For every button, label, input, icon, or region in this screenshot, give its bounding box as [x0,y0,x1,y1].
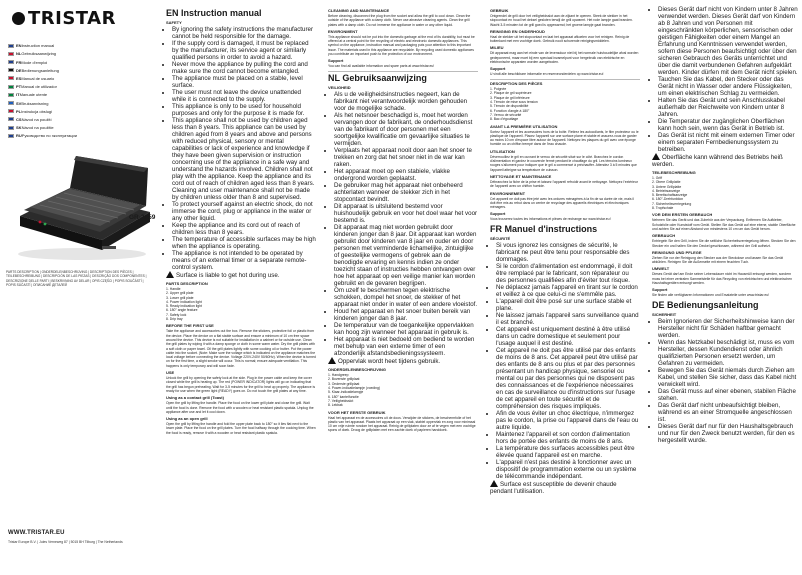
fr-parts-list [490,87,640,121]
flag-icon [8,117,14,121]
language-item [8,83,88,90]
part-item: 7. Sicherheitsverriegelung [652,201,692,206]
safety-item: • This appliance is only to be used for household purposes and only for the purpose it is made for. [172,103,316,117]
language-code: IT [16,92,20,98]
de-support-heading: Support [652,287,668,293]
en-open-text: Open the grill by lifting the handle and fold the upper plate back to 180° so it lies flat next to the lower plate. Place the food on the grill plates. Turn the food halfway through the cooking time. When the food is ready, remove it with a wooden or heat resistant plastic spatula. [166,422,316,435]
de-before-heading: VOR DEM ERSTEN GEBRAUCH [652,212,713,218]
website[interactable]: WWW.TRISTAR.EU [8,530,65,536]
safety-item: • The appliance is not intended to be operated by means of an external timer or a separate remote-control system. [172,250,316,271]
nl-title [328,73,478,83]
fr-support-text: Vous trouverez toutes les informations et pièces de rechange sur www.tristar.eu ! [490,217,612,222]
en-before-text: Take the appliance and accessories out the box. Remove the stickers, protective foil or plastic from the device. Place the device on a flat stable surface and ensure a minimum of 10 cm free space around the device. This device is not suitable for installation in a cabinet or for outside use. Clean the grill plates by wiping it with a damp sponge or cloth in some warm water. Dry the grill plates with a soft cloth or paper towel. Oil the grill plates lightly with some cooking oil or butter. Put the power cable into the socket. (Note: Make sure the voltage which is indicated on the appliance matches the local voltage before connecting the device. Voltage 220V-240V 50/60Hz). When the device is turned on for the first time, a slight smoke will occur. This is normal; ensure adequate ventilation. This happens is only temporary and will soon fade. [166,329,316,368]
part-item: 6. 180° angle feature [166,308,198,313]
safety-item: • Houd het apparaat en het snoer buiten bereik van kinderen jonger dan 8 jaar. [334,308,478,322]
language-label: Instrukcja obslugi [21,108,53,114]
fr-hot-surface-text: Surface est susceptible de devenir chaude pendant l'utilisation. [490,480,617,495]
de-safety-heading: SICHERHEIT [652,311,677,317]
fr-hot-surface [490,480,640,495]
hot-surface-icon [652,153,660,160]
language-label: Bedienungsanleitung [21,67,59,73]
language-code: SV [16,100,22,106]
part-item: 5. Ready indication light [166,304,203,309]
safety-item: • Ne laissez jamais l'appareil sans surveillance quand il est branché. [496,312,640,326]
safety-item: • To protect yourself against an electric shock, do not immerse the cord, plug or appliance in the water or any other liquid. [172,201,316,222]
fr-cleaning-heading: NETTOYAGE ET MAINTENANCE [490,173,552,179]
en-contact-text: Open the grill by lifting the handle. Place the food on the lower grill plate and close the grill. Wait until the food is done. Remove the food with a wooden or heat resistant plastic spatula. Unplug the appliance after use and let it cool down. [166,401,314,414]
language-code: PL [16,108,22,114]
hot-surface-icon [166,271,174,278]
safety-item: • La température des surfaces accessibles peut être élevée quand l'appareil est en marche. [496,445,640,459]
safety-item: • The user must not leave the device unattended while it is connected to the supply. [172,89,316,103]
part-item: 1. Handle [166,287,181,291]
fr-safety-list [490,242,640,480]
safety-item: • Halten Sie das Gerät und sein Anschlusskabel außerhalb der Reichweite von Kindern unter 8 Jahren. [658,97,798,118]
divider [328,71,478,72]
language-code: ES [16,75,22,81]
language-label: Bruksanvisning [21,100,49,106]
de-env-text: Dieses Gerät darf am Ende seiner Lebensdauer nicht im Hausmüll entsorgt werden, sondern muss bei einer zentralen Sammelstelle für das Recycling von elektrischen und elektronischen Haushaltsgeräten entsorgt werden. [652,272,793,286]
language-label: Manuale utente [19,92,48,98]
part-item: 1. Poignée [490,87,507,92]
safety-item: • By ignoring the safety instructions the manufacturer cannot be held responsible for the damage. [172,26,316,40]
safety-item: • De gebruiker mag het apparaat niet onbeheerd achterlaten wanneer de stekker zich in het stopcontact bevindt. [334,182,478,203]
safety-item: • The temperature of accessible surfaces may be high when the appliance is operating. [172,236,316,250]
de-cleaning-heading: REINIGUNG UND PFLEGE [652,249,702,255]
de-cleaning-text: Ziehen Sie vor der Reinigung den Stecker aus der Steckdose und lassen Sie das Gerät abkühlen. Reinigen Sie die Außenseite mit einem feuchten Tuch. [652,255,783,265]
part-item: 2. Upper grill plate [166,291,194,296]
hot-surface-icon [328,357,336,364]
safety-item: • Het apparaat is niet bedoeld om bediend te worden met behulp van een externe timer of een afzonderlijk afstandsbedieningssysteem. [334,336,478,357]
en-title-text: Instruction manual [181,8,262,18]
en-open-heading: Using as an open grill [166,416,208,422]
language-label: Návod na použitie [21,125,54,131]
language-item [8,58,88,65]
part-item: 4. Témoin de mise sous tension [490,100,538,105]
language-item [8,91,88,98]
safety-item: • Tauchen Sie das Kabel, den Stecker oder das Gerät nicht in Wasser oder andere Flüssigkeiten, um einen elektrischen Schlag zu vermeiden. [658,76,798,97]
safety-item: • Afin de vous éviter un choc électrique, n'immergez pas le cordon, la prise ou l'appareil dans de l'eau ou autre liquide. [496,410,640,431]
language-code: PT [16,84,22,90]
en-parts-list [166,287,316,321]
fr-before-heading: AVANT LA PREMIÈRE UTILISATION [490,123,558,129]
part-item: 6. Fonction d'angle à 180° [490,108,530,113]
language-label: Instruction manual [21,43,55,49]
fr-use-heading: UTILISATION [490,148,515,154]
nl-env-text: Dit apparaat mag aan het einde van de levensduur niet bij het normale huishoudelijke afval worden gedeponeerd, maar moet bij een speciaal inzamelpunt voor hergebruik van elektrische en elektronische apparaten worden aangeboden. [490,51,639,65]
company-address: Tristar Europe B.V. | Jules Verneweg 87 | 5015 BH Tilburg | The Netherlands [8,540,123,544]
fr-safety-heading: SÉCURITÉ [490,235,511,241]
safety-item: • Beim Ignorieren der Sicherheitshinweise kann der Hersteller nicht für Schäden haftbar gemacht werden. [658,318,798,339]
nl-support-text: U vindt alle beschikbare informatie en reserveonderdelen op www.tristar.eu! [490,72,604,77]
language-code: CS [16,116,22,122]
en-support-text: You can find all available information and spare parts at www.tristar.eu! [328,64,435,69]
fr-support-heading: Support [490,211,506,217]
part-item: 7. Safety lock [166,312,187,317]
de-hot-surface-text: Oberfläche kann während des Betriebs heiß werden. [652,154,783,168]
part-item: 8. Drip tray [166,317,183,322]
fr-cleaning-text: Débranchez la fiche de la prise et laissez l'appareil refroidir avant le nettoyage. Nettoyez l'extérieur de l'appareil avec un chiffon humide. [490,179,638,189]
part-item: 4. Power-indicatielampje (voeding) [328,386,381,391]
de-column [646,0,802,575]
part-item: 6. 180°-Drehfunktion [652,197,684,202]
en-use-text: Unlock the grill by opening the safety lock at the side. Plug in the power cable and keep the cover closed while the grill is heating up. The red (POWER INDICATOR) lights will go on indicating that the grill has begun preheating. Wait for 3-5 minutes for the grill to heat up properly. The appliance is ready for use when the green light (READY) goes on. Do not touch the grill plates at any time. [166,376,316,393]
de-parts-list [652,176,798,210]
de-support-text: Sie finden alle verfügbaren Informationen und Ersatzteile unter www.tristar.eu! [652,293,770,298]
nl-cleaning-heading: REINIGING EN ONDERHOUD [490,28,545,34]
safety-item: • Das Gerät darf nicht unbeaufsichtigt bleiben, während es an einer Stromquelle angeschlossen ist. [658,402,798,423]
language-label: Manual de usuario [21,75,55,81]
part-item: 5. Bereitschaftsanzeige [652,193,688,198]
brand-name: TRISTAR [28,8,116,29]
nl-title-text: Gebruiksaanwijzing [342,73,427,84]
language-code: DE [16,67,22,73]
safety-item: • The appliance must be placed on a stable, level surface. [172,75,316,89]
en-support-heading: Support [328,58,344,64]
safety-item: • Das Gerät muss auf einer ebenen, stabilen Fläche stehen. [658,388,798,402]
safety-item: • Dieses Gerät darf nicht von Kindern unter 8 Jahren verwendet werden. Dieses Gerät darf von Kindern ab 8 Jahren und von Personen mit eingeschränkten körperlichen, sensorischen oder geistigen Fähigkeiten oder einem Mangel an Erfahrung und Kenntnissen verwendet werden, sofern diese Personen beaufsichtigt oder über den sicheren Gebrauch des Geräts unterrichtet und über die damit verbundenen Gefahren aufgeklärt werden. Kinder dürfen mit dem Gerät nicht spielen. [658,6,798,76]
flag-icon [8,101,14,105]
language-code: RU [16,133,22,139]
flag-icon [8,85,14,89]
de-code: DE [652,299,665,310]
nl-cleaning-text: Haal de stekker uit het stopcontact en laat het apparaat afkoelen voor het reinigen. Reinig de buitenkant met een vochtige doek. Gebruik nooit schurende reinigingsmiddelen. [490,34,630,44]
safety-item: • Cet appareil ne doit pas être utilisé par des enfants de moins de 8 ans. Cet appareil peut être utilisé par des enfants de 8 ans ou plus et par des personnes présentant un handicap physique, sensoriel ou mental ou par des personnes qui ne disposent pas des connaissances et de l'expérience nécessaires en cas de surveillance ou d'instructions sur l'usage de cet appareil en toute sécurité et de compréhension des risques impliqués. [496,347,640,410]
safety-item: • Het apparaat moet op een stabiele, vlakke ondergrond worden geplaatst. [334,168,478,182]
part-item: 5. Klaar-indicatielampje [328,390,364,395]
part-item: 8. Bac d'égouttage [490,117,519,122]
part-item: 2. Plaque de gril supérieure [490,91,532,96]
safety-item: • If the supply cord is damaged, it must be replaced by the manufacturer, its service agent or similarly qualified persons in order to avoid a hazard. [172,40,316,61]
en-before-heading: BEFORE THE FIRST USE [166,323,214,329]
de-safety-continued [652,6,798,153]
en-hot-surface-text: Surface is liable to get hot during use. [176,272,280,279]
language-code: EN [16,43,22,49]
part-item: 2. Bovenste grillplaat [328,377,360,382]
part-item: 3. Onderste grillplaat [328,381,360,386]
flag-icon [8,68,14,72]
safety-item: • Keep the appliance and its cord out of reach of children less than 8 years. [172,222,316,236]
flag-icon [8,76,14,80]
en-parts-heading: PARTS DESCRIPTION [166,281,208,286]
part-item: 5. Témoin de disponibilité [490,104,529,109]
safety-item: • This appliance shall not be used by children aged less than 8 years. This appliance can be used by children aged from 8 years and above and persons with reduced physical, sensory or mental capabilities or lack of experience and knowledge if they have been given supervision or instruction concerning use of the appliance in a safe way and understand the hazards involved. Children shall not play with the appliance. Keep the appliance and its cord out of reach of children aged less than 8 years. Cleaning and user maintenance shall not be made by children unless older than 8 and supervised. [172,117,316,201]
de-parts-heading: TEILEBESCHREIBUNG [652,170,696,175]
divider [490,79,640,80]
en-use-heading: USE [166,370,175,376]
language-code: FR [16,59,22,65]
part-item: 3. Lower grill plate [166,295,194,300]
nl-use-heading: GEBRUIK [490,8,509,13]
language-item [8,75,88,82]
language-code: NL [16,51,22,57]
safety-item: • Ne déplacez jamais l'appareil en tirant sur le cordon et veillez à ce que celui-ci ne s'emmêle pas. [496,284,640,298]
safety-item: • Die Temperatur der zugänglichen Oberflächen kann hoch sein, wenn das Gerät in Betrieb ist. [658,118,798,132]
safety-item: • Om uzelf te beschermen tegen elektrische schokken, dompel het snoer, de stekker of het apparaat niet onder in water of een andere vloeistof. [334,287,478,308]
flag-icon [8,134,14,138]
flag-icon [8,44,14,48]
part-item: 1. Griff [652,176,663,180]
en-column [160,0,320,575]
nl-code: NL [328,73,340,84]
en-contact-heading: Using as a contact grill (Toast) [166,395,224,401]
safety-item: • Si le cordon d'alimentation est endommagé, il doit être remplacé par le fabricant, son réparateur ou des personnes qualifiées afin d'éviter tout risque. [496,263,640,284]
parts-description-multilang: PARTS DESCRIPTION | ONDERDELENBESCHRIJVING | DESCRIPTION DES PIÈCES | TEILEBESCHREIBUNG | DESCRIPCIÓN DE LAS PIEZAS | DESCRIÇÃO DOS COMPONENTES | DESCRIZIONE DELLE PARTI | BESKRIVNING AV DELAR | OPIS CZĘŚCI | POPIS SOUČÁSTÍ | POPIS SÚČASTÍ | ОПИСАНИЕ ДЕТАЛЕЙ [6,270,147,288]
cover-column [0,0,158,575]
safety-item: • Dieses Gerät darf nur für den Haushaltsgebrauch und nur für den Zweck benutzt werden, für den es hergestellt wurde. [658,423,798,444]
safety-item: • L'appareil n'est pas destiné à fonctionner avec un dispositif de programmation externe ou un système de télécommande indépendant. [496,459,640,480]
part-item: 8. Tropfschale [652,206,674,211]
safety-item: • Wenn das Netzkabel beschädigt ist, muss es vom Hersteller, dessen Kundendienst oder ähnlich qualifizierten Personen ersetzt werden, um Gefahren zu vermeiden. [658,339,798,367]
part-item: 7. Verrou de sécurité [490,112,522,117]
language-item [8,42,88,49]
language-item [8,124,88,131]
de-use-heading: GEBRAUCH [652,233,676,239]
safety-item: • De temperatuur van de toegankelijke oppervlakken kan hoog zijn wanneer het apparaat in gebruik is. [334,322,478,336]
safety-item: • Maintenez l'appareil et son cordon d'alimentation hors de portée des enfants de moins de 8 ans. [496,431,640,445]
safety-item: • Cet appareil est uniquement destiné à être utilisé dans un cadre domestique et seulement pour l'usage auquel il est destiné. [496,326,640,347]
flag-icon [8,109,14,113]
de-title-text: Bedienungsanleitung [667,299,759,310]
safety-item: • Als het netsnoer beschadigd is, moet het worden vervangen door de fabrikant, de onderhoudsdienst van de fabrikant of door personen met een soortgelijke kwalificatie om gevaarlijke situaties te vermijden. [334,112,478,147]
language-list [8,42,88,140]
de-title [652,300,798,310]
brand-logo [12,8,116,29]
model-number: GR-2859 [129,214,156,221]
fr-code: FR [490,223,502,234]
en-safety-list [166,26,316,271]
language-label: Gebruiksaanwijzing [21,51,57,57]
nl-column [322,0,482,575]
flag-icon [8,93,14,97]
part-item: 3. Plaque de gril inférieure [490,95,530,100]
nl-support-heading: Support [490,66,506,72]
language-label: Manual de utilizador [21,84,57,90]
fr-before-text: Sortez l'appareil et les accessoires hors de la boîte. Retirez les autocollants, le film protecteur ou le plastique de l'appareil. Placez l'appareil sur une surface plane et stable et assurez-vous de garder au moins 10 cm d'espace libre autour de l'appareil. Nettoyez les plaques du gril avec une éponge humide ou un chiffon trempé dans de l'eau chaude. [490,129,639,147]
de-hot-surface [652,153,798,168]
nl-safety-heading: VEILIGHEID [328,85,351,91]
part-item: 4. Betriebsanzeige [652,188,681,193]
language-item [8,132,88,139]
nl-safety-list [328,91,478,357]
fr-env-heading: ENVIRONNEMENT [490,190,526,196]
fr-use-text: Déverrouillez le gril en ouvrant le verrou de sécurité situé sur le côté. Branchez le cordon d'alimentation et gardez le couvercle fermé pendant le chauffage du gril. Les témoins lumineux rouges s'allument pour indiquer que le gril a commencé à préchauffer. Attendez 3 à 5 minutes que l'appareil atteigne sa température de cuisson. [490,154,637,172]
language-label: Návod na použití [21,116,52,122]
part-item: 8. Lekbak [328,403,343,408]
part-item: 2. Obere Grillplatte [652,180,681,185]
part-item: 7. Veiligheidsslot [328,398,354,403]
language-label: Руководство по эксплуатации [21,133,77,139]
en-code: EN [166,8,179,18]
de-safety-list [652,318,798,444]
language-item [8,67,88,74]
fr-parts-heading: DESCRIPTION DES PIÈCES [490,81,543,87]
contact-grill-illustration [10,150,156,265]
part-item: 4. Power indication light [166,299,202,304]
nl-before-heading: VOOR HET EERSTE GEBRUIK [328,409,386,415]
hot-surface-icon [490,480,498,487]
nl-before-text: Haal het apparaat en de accessoires uit de doos. Verwijder de stickers, de beschermfolie of het plastic van het apparaat. Plaats het apparaat op een vlak, stabiel oppervlak en zorg voor minimaal 10 cm vrije ruimte rondom het apparaat. Reinig de grillplaten door ze af te vegen met een vochtige spons of doek. Droog de grillplaten met een zachte doek of papieren handdoek. [328,415,476,433]
en-title [166,8,316,18]
language-item [8,108,88,115]
nl-use-text: Ontgrendel de grill door het veiligheidsslot aan de zijkant te openen. Steek de stekker in het stopcontact en houd het deksel gesloten terwijl de grill opwarmt. Het rode lampje gaat branden. Wacht 3-5 minuten tot de grill goed is opgewarmd; het groene lampje gaat branden. [490,14,633,27]
flag-icon [8,60,14,64]
en-env-heading: ENVIRONMENT [328,28,358,34]
flag-icon [8,126,14,130]
safety-item: • Verplaats het apparaat nooit door aan het snoer te trekken en zorg dat het snoer niet in de war kan raken. [334,147,478,168]
part-item: 3. Untere Grillplatte [652,184,682,189]
de-before-text: Nehmen Sie das Gerät und das Zubehör aus der Verpackung. Entfernen Sie Aufkleber, Schutzfolie oder Kunststoff vom Gerät. Stellen Sie das Gerät auf eine ebene, stabile Oberfläche und achten Sie auf einen Abstand von mindestens 10 cm um das Gerät herum. [652,218,796,231]
nl-parts-list [328,373,478,407]
en-hot-surface [166,271,316,279]
brand-logo-icon [12,12,25,25]
nl-parts-heading: ONDERDELENBESCHRIJVING [328,367,387,373]
fr-env-text: Cet appareil ne doit pas être jeté avec les ordures ménagères à la fin de sa durée de vie, mais il doit être mis au rebut dans un centre de recyclage des appareils électriques et électroniques ménagers. [490,196,634,210]
safety-item: • Das Gerät ist nicht mit einem externen Timer oder einem separaten Fernbedienungssystem zu betreiben. [658,132,798,153]
fr-title-text: Manuel d'instructions [504,223,598,234]
fr-column [484,0,644,575]
de-env-heading: UMWELT [652,266,670,272]
part-item: 6. 180° kantelfunctie [328,394,359,399]
safety-item: • Dit apparaat mag niet worden gebruikt door kinderen jonger dan 8 jaar. Dit apparaat kan worden gebruikt door kinderen van 8 jaar en ouder en door personen met verminderde lichamelijke, zintuiglijke of geestelijke vermogens of gebrek aan de benodigde ervaring en kennis indien ze onder toezicht staan of instructies hebben ontvangen over hoe het apparaat op een veilige manier kan worden gebruikt en de gevaren begrijpen. [334,224,478,287]
safety-item: • Als u de veiligheidsinstructies negeert, kan de fabrikant niet verantwoordelijk worden gehouden voor de mogelijke schade. [334,91,478,112]
safety-item: • L'appareil doit être posé sur une surface stable et plane. [496,298,640,312]
safety-item: • Bewegen Sie das Gerät niemals durch Ziehen am Kabel, und stellen Sie sicher, dass das Kabel nicht verwickelt wird. [658,367,798,388]
fr-title [490,224,640,234]
en-safety-heading: SAFETY [166,20,182,25]
nl-env-heading: MILIEU [490,45,504,51]
nl-hot-surface-text: Oppervlak wordt heet tijdens gebruik. [338,358,441,366]
safety-item: • Dit apparaat is uitsluitend bestemd voor huishoudelijk gebruik en voor het doel waar het voor bestemd is. [334,203,478,224]
de-use-text: Entriegeln Sie den Grill, indem Sie die seitliche Sicherheitsverriegelung öffnen. Stecken Sie den Stecker ein und halten Sie den Deckel geschlossen, während der Grill aufheizt. [652,239,796,248]
safety-item: • Si vous ignorez les consignes de sécurité, le fabricant ne peut être tenu pour responsable des dommages. [496,242,640,263]
language-item [8,99,88,106]
en-cleaning-heading: CLEANING AND MAINTENANCE [328,8,390,13]
en-cleaning-text: Before cleaning, disconnect the plug from the socket and allow the grill to cool down. Clean the outside of the appliance with a damp cloth. Never use abrasive cleaning agents. Clean the grill plates with a damp cloth. Do not immerse the appliance in water or any other liquid. [328,14,471,27]
language-label: Mode d'emploi [21,59,48,65]
nl-hot-surface [328,357,478,365]
en-env-text: This appliance should not be put into the domestic garbage at the end of its durability, but must be offered at a central point for the recycling of electric and electronic domestic appliances. This symbol on the appliance, instruction manual and packaging puts your attention to this important issue. The materials used in this appliance are recyclable. By recycling used domestic appliances you contribute an important push to the protection of our environment. [328,34,475,57]
flag-icon [8,52,14,56]
part-item: 1. Handgreep [328,373,349,378]
safety-item: • Never move the appliance by pulling the cord and make sure the cord cannot become entangled. [172,61,316,75]
language-item [8,50,88,57]
language-item [8,116,88,123]
language-code: SK [16,125,22,131]
